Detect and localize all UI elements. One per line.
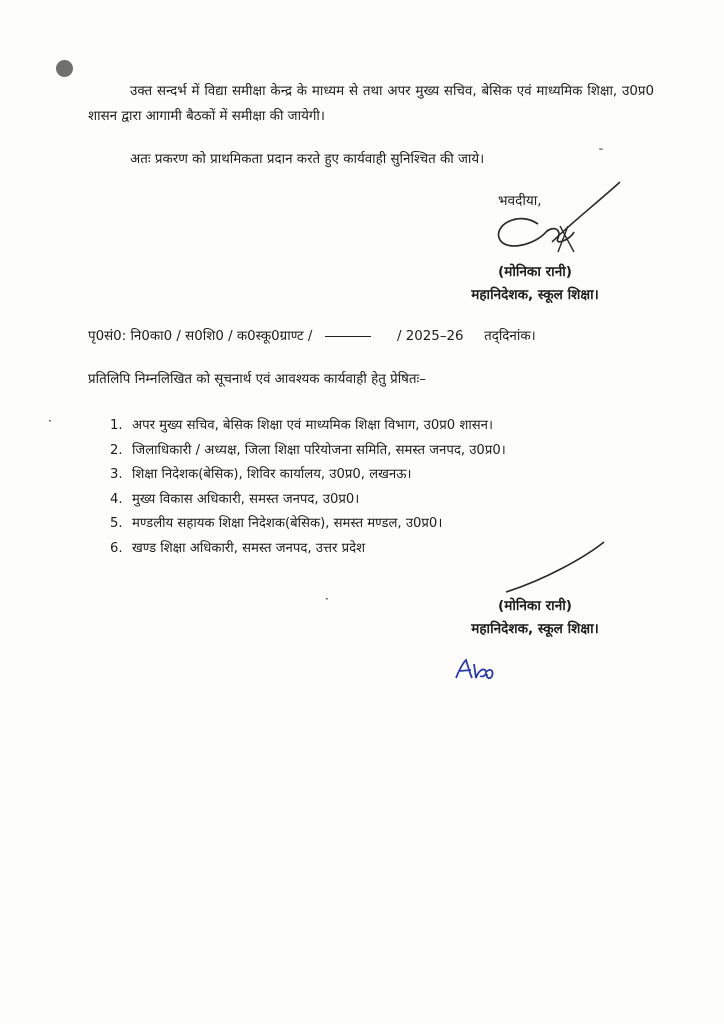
stray-dot-mark: · bbox=[325, 592, 329, 606]
reference-year: / 2025–26 bbox=[396, 329, 464, 344]
list-item: 2. जिलाधिकारी / अध्यक्ष, जिला शिक्षा परियोजना समिति, समस्त जनपद, उ0प्र0। bbox=[110, 442, 506, 458]
signatory-designation: महानिदेशक, स्कूल शिक्षा। bbox=[471, 287, 599, 303]
reference-date: तद्‌दिनांक। bbox=[484, 329, 536, 344]
reference-blank-dash bbox=[325, 336, 371, 337]
body-paragraph-2: अतः प्रकरण को प्राथमिकता प्रदान करते हुए कार्यवाही सुनिश्चित की जाये। bbox=[130, 152, 485, 167]
list-item: 6. खण्ड शिक्षा अधिकारी, समस्त जनपद, उत्तर प्रदेश bbox=[110, 540, 366, 556]
handwritten-signature-bottom bbox=[500, 540, 610, 596]
reference-number-line bbox=[88, 326, 688, 344]
copy-to-list bbox=[110, 414, 506, 562]
handwritten-signature-top bbox=[478, 180, 628, 262]
reference-prefix: पृ0सं0: नि0का0 / स0शि0 / क0स्कू0ग्राण्ट / bbox=[88, 329, 313, 344]
signatory-name: (मोनिका रानी) bbox=[498, 598, 572, 614]
closing-salutation: भवदीया, bbox=[498, 193, 542, 209]
list-item: 5. मण्डलीय सहायक शिक्षा निदेशक(बेसिक), समस्त मण्डल, उ0प्र0। bbox=[110, 516, 443, 532]
list-item: 3. शिक्षा निदेशक(बेसिक), शिविर कार्यालय, उ0प्र0, लखनऊ। bbox=[110, 467, 412, 483]
signatory-name: (मोनिका रानी) bbox=[498, 264, 572, 280]
punch-hole-mark bbox=[56, 60, 73, 77]
signatory-designation: महानिदेशक, स्कूल शिक्षा। bbox=[471, 621, 599, 637]
ink-initials-stamp bbox=[452, 656, 498, 684]
list-item: 4. मुख्य विकास अधिकारी, समस्त जनपद, उ0प्र0। bbox=[110, 491, 360, 507]
pen-tick-mark: ˉ bbox=[598, 147, 604, 161]
copy-to-intro: प्रतिलिपि निम्नलिखित को सूचनार्थ एवं आवश्यक कार्यवाही हेतु प्रेषितः– bbox=[88, 372, 426, 387]
list-item: 1. अपर मुख्य सचिव, बेसिक शिक्षा एवं माध्यमिक शिक्षा विभाग, उ0प्र0 शासन। bbox=[110, 418, 493, 433]
margin-dot-mark: · bbox=[48, 414, 52, 428]
body-paragraph-1: उक्त सन्दर्भ में विद्या समीक्षा केन्द्र के माध्यम से तथा अपर मुख्य सचिव, बेसिक एवं माध्यमिक शिक्षा, उ0प्र0 शासन द्वारा आगामी बैठकों में समीक्षा की जायेगी। bbox=[88, 84, 654, 124]
